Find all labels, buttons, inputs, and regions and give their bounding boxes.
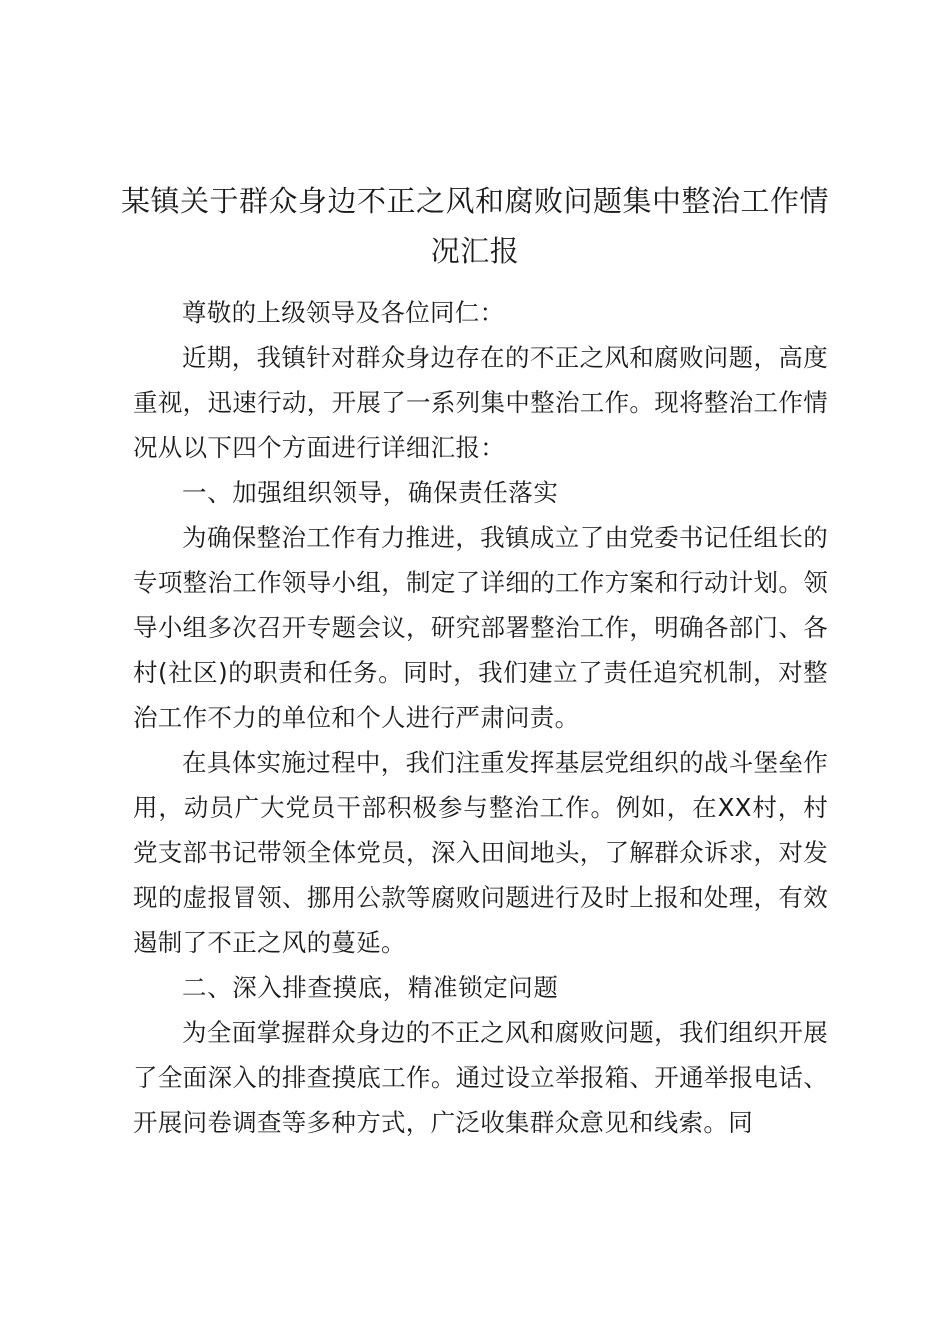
body-paragraph: 为全面掌握群众身边的不正之风和腐败问题，我们组织开展了全面深入的排查摸底工作。通过设立举报箱、开通举报电话、开展问卷调查等多种方式，广泛收集群众意见和线索。同 [133,1018,828,1137]
document-body [133,290,828,1145]
body-paragraph: 在具体实施过程中，我们注重发挥基层党组织的战斗堡垒作用，动员广大党员干部积极参与整治工作。例如，在XX村，村党支部书记带领全体党员，深入田间地头，了解群众诉求，对发现的虚报冒领、挪用公款等腐败问题进行及时上报和处理，有效遏制了不正之风的蔓延。 [133,748,828,957]
section-heading-1: 一、加强组织领导，确保责任落实 [182,478,559,507]
section-heading-2: 二、深入排查摸底，精准锁定问题 [182,973,559,1002]
title-line-1: 某镇关于群众身边不正之风和腐败问题集中整治工作情 [120,184,829,218]
title-line-2: 况汇报 [430,234,520,268]
intro-paragraph: 近期，我镇针对群众身边存在的不正之风和腐败问题，高度重视，迅速行动，开展了一系列集中整治工作。现将整治工作情况从以下四个方面进行详细汇报： [133,343,828,462]
body-paragraph: 为确保整治工作有力推进，我镇成立了由党委书记任组长的专项整治工作领导小组，制定了详细的工作方案和行动计划。领导小组多次召开专题会议，研究部署整治工作，明确各部门、各村(社区)的职责和任务。同时，我们建立了责任追究机制，对整治工作不力的单位和个人进行严肃问责。 [133,523,828,732]
document-title [110,176,840,276]
salutation: 尊敬的上级领导及各位同仁： [182,298,505,327]
